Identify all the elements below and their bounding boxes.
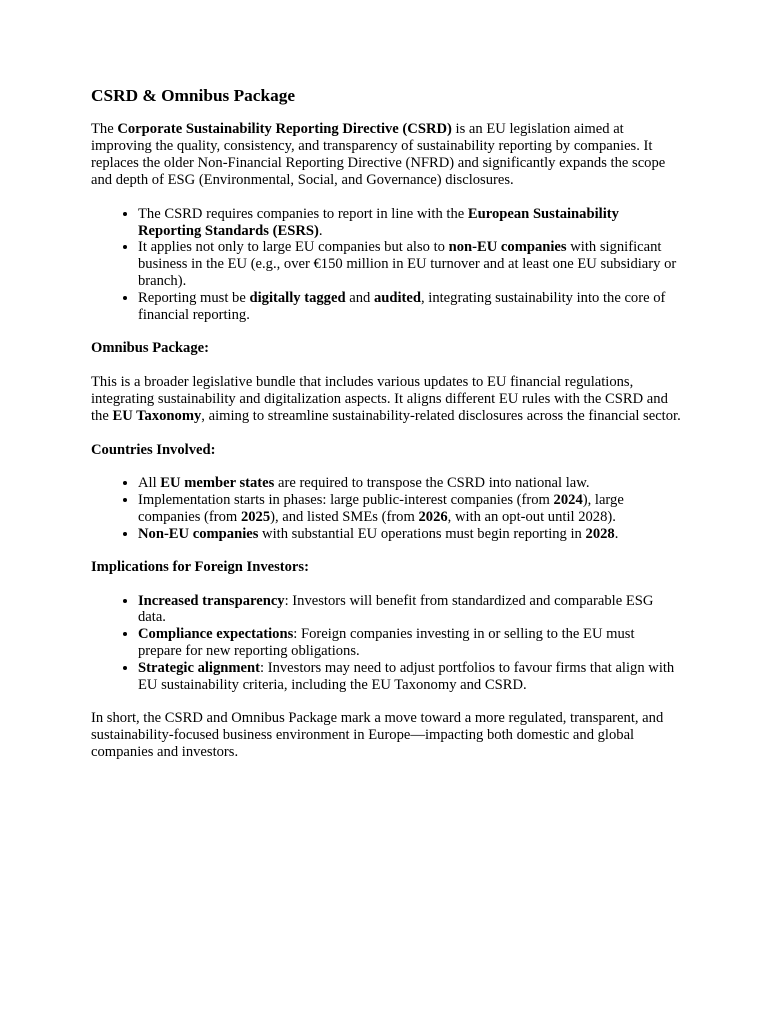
bold-text: Strategic alignment bbox=[138, 660, 260, 677]
text-run: The bbox=[91, 121, 118, 137]
document-body bbox=[91, 86, 681, 778]
text-run: In short, the CSRD and Omnibus Package mark a move toward a more regulated, transparent, and sustainability-focused business environment in Europe—impacting both domestic and global companies and investors. bbox=[91, 710, 664, 761]
list-item bbox=[138, 290, 681, 324]
bold-text: Compliance expectations bbox=[138, 626, 294, 643]
countries-heading: Countries Involved: bbox=[91, 441, 216, 458]
text-run: , integrating sustainability into the core of financial reporting. bbox=[138, 290, 666, 324]
text-run: Reporting must be bbox=[138, 290, 250, 307]
text-run: Implementation starts in phases: large public-interest companies (from bbox=[138, 491, 554, 508]
bold-text: Non-EU companies bbox=[138, 525, 259, 542]
text-run: ), large companies (from bbox=[138, 491, 624, 525]
bold-text: Increased transparency bbox=[138, 592, 285, 609]
bold-text: 2024 bbox=[553, 491, 583, 508]
list-item bbox=[138, 593, 681, 627]
bold-text: 2026 bbox=[418, 508, 448, 525]
text-run: It applies not only to large EU companies but also to bbox=[138, 239, 449, 256]
list-item bbox=[138, 660, 681, 694]
text-run: . bbox=[318, 222, 323, 239]
text-run: The CSRD requires companies to report in line with the bbox=[138, 205, 468, 222]
omnibus-paragraph bbox=[91, 374, 681, 425]
countries-points-list bbox=[91, 475, 681, 543]
bold-text: Corporate Sustainability Reporting Directive (CSRD) bbox=[117, 121, 452, 137]
implications-heading: Implications for Foreign Investors: bbox=[91, 559, 309, 576]
bold-text: non-EU companies bbox=[448, 239, 567, 256]
bold-text: 2025 bbox=[240, 508, 271, 525]
list-item bbox=[138, 492, 681, 526]
bold-text: 2028 bbox=[585, 525, 615, 542]
text-run: is an EU legislation aimed at improving the quality, consistency, and transparency of sustainability reporting by companies. It replaces the older Non-Financial Reporting Directive (NFRD) and significantly expands the scope and depth of ESG (Environmental, Social, and Governance) disclosures. bbox=[91, 121, 666, 188]
text-run: : Investors will benefit from standardized and comparable ESG data. bbox=[138, 592, 654, 626]
text-run: and bbox=[345, 290, 374, 307]
bold-text: EU Taxonomy bbox=[112, 407, 202, 424]
implications-points-list bbox=[91, 593, 681, 694]
bold-text: EU member states bbox=[160, 475, 275, 491]
list-item bbox=[138, 626, 681, 660]
text-run: , aiming to streamline sustainability-related disclosures across the financial sector. bbox=[201, 407, 681, 424]
text-run: All bbox=[138, 475, 161, 491]
omnibus-heading: Omnibus Package: bbox=[91, 340, 209, 357]
list-item bbox=[138, 526, 681, 543]
text-run: , with an opt-out until 2028). bbox=[447, 508, 616, 525]
text-run: ), and listed SMEs (from bbox=[270, 508, 419, 525]
list-item bbox=[138, 239, 681, 290]
csrd-points-list bbox=[91, 206, 681, 324]
conclusion-paragraph bbox=[91, 710, 681, 761]
text-run: are required to transpose the CSRD into national law. bbox=[274, 475, 590, 491]
bold-text: European Sustainability Reporting Standards (ESRS) bbox=[138, 205, 619, 239]
list-item bbox=[138, 206, 681, 240]
bold-text: digitally tagged bbox=[249, 290, 346, 307]
text-run: with substantial EU operations must begin reporting in bbox=[258, 525, 586, 542]
bold-text: audited bbox=[373, 290, 421, 307]
list-item bbox=[138, 475, 681, 492]
text-run: : Foreign companies investing in or selling to the EU must prepare for new reporting obligations. bbox=[138, 626, 635, 660]
text-run: : Investors may need to adjust portfolios to favour firms that align with EU sustainability criteria, including the EU Taxonomy and CSRD. bbox=[138, 660, 675, 694]
intro-paragraph bbox=[91, 121, 681, 189]
document-title: CSRD & Omnibus Package bbox=[91, 86, 296, 105]
text-run: This is a broader legislative bundle that includes various updates to EU financial regulations, integrating sustainability and digitalization aspects. It aligns different EU rules with the CSRD and the bbox=[91, 373, 668, 424]
text-run: . bbox=[614, 525, 619, 542]
text-run: with significant business in the EU (e.g., over €150 million in EU turnover and at least one EU subsidiary or branch). bbox=[138, 239, 677, 290]
